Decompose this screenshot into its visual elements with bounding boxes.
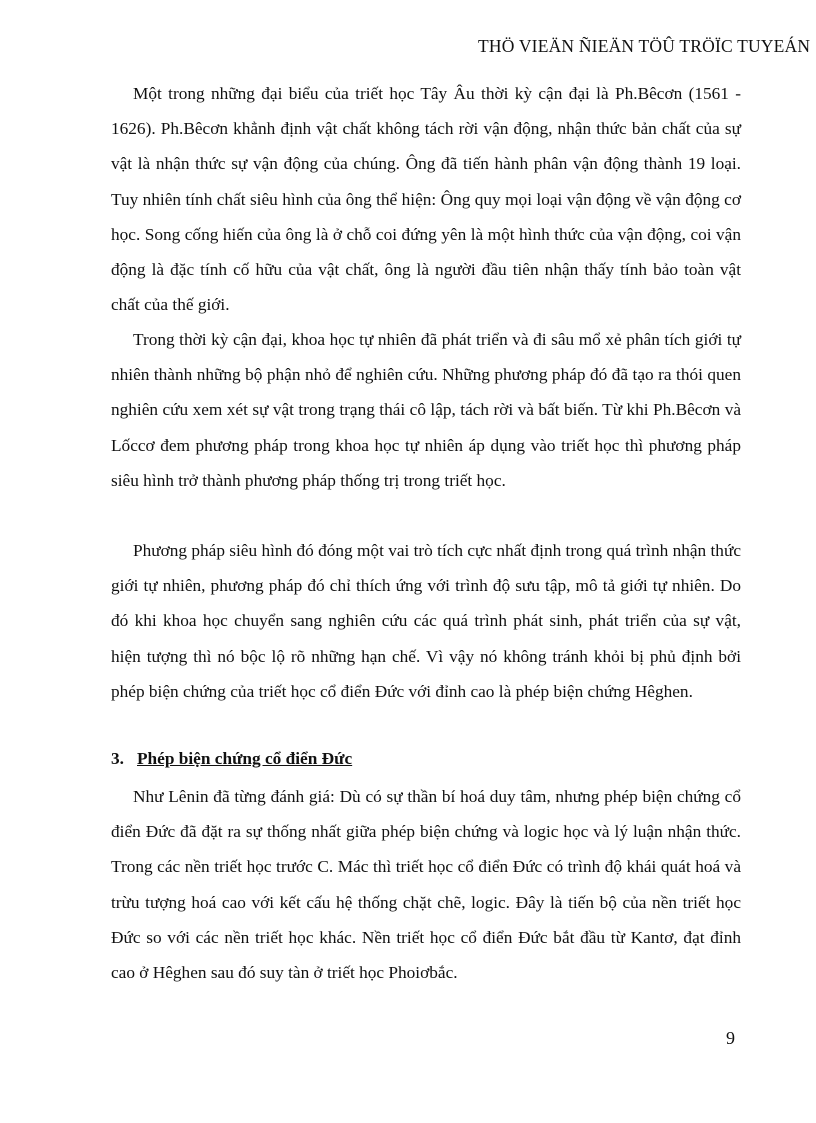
paragraph-natural-science: Trong thời kỳ cận đại, khoa học tự nhiên đã phát triển và đi sâu mổ xẻ phân tích giới tự nhiên thành những bộ phận nhỏ để nghiên cứu. Những phương pháp đó đã tạo ra thói quen nghiên cứu xem xét sự vật trong trạng thái cô lập, tách rời và bất biến. Từ khi Ph.Bêcơn và Lốccơ đem phương pháp trong khoa học tự nhiên áp dụng vào triết học thì phương pháp siêu hình trở thành phương pháp thống trị trong triết học. [111, 330, 741, 490]
paragraph-metaphysical-method: Phương pháp siêu hình đó đóng một vai trò tích cực nhất định trong quá trình nhận thức giới tự nhiên, phương pháp đó chỉ thích ứng với trình độ sưu tập, mô tả giới tự nhiên. Do đó khi khoa học chuyển sang nghiên cứu các quá trình phát sinh, phát triển của sự vật, hiện tượng thì nó bộc lộ rõ những hạn chế. Vì vậy nó không tránh khỏi bị phủ định bởi phép biện chứng của triết học cổ điển Đức với đỉnh cao là phép biện chứng Hêghen. [111, 541, 741, 701]
page-header: THÖ VIEÄN ÑIEÄN TÖÛ TRÖÏC TUYEÁN [478, 36, 811, 56]
paragraph-becon: Một trong những đại biểu của triết học Tây Âu thời kỳ cận đại là Ph.Bêcơn (1561 - 1626). Ph.Bêcơn khẳnh định vật chất không tách rời vận động, nhận thức bản chất của sự vật là nhận thức sự vận động của chúng. Ông đã tiến hành phân vận động thành 19 loại. Tuy nhiên tính chất siêu hình của ông thể hiện: Ông quy mọi loại vận động về vận động cơ học. Song cống hiến của ông là ở chỗ coi đứng yên là một hình thức của vận động, coi vận động là đặc tính cố hữu của vật chất, ông là người đầu tiên nhận thấy tính bảo toàn vật chất của thế giới. [111, 84, 741, 315]
section-number: 3. [111, 749, 124, 768]
page-number: 9 [726, 1028, 735, 1048]
section-title: Phép biện chứng cổ điển Đức [137, 749, 353, 768]
paragraph-german-dialectics: Như Lênin đã từng đánh giá: Dù có sự thần bí hoá duy tâm, nhưng phép biện chứng cổ điển Đức đã đặt ra sự thống nhất giữa phép biện chứng và logic học và lý luận nhận thức. Trong các nền triết học trước C. Mác thì triết học cổ điển Đức có trình độ khái quát hoá và trừu tượng hoá cao với kết cấu hệ thống chặt chẽ, logic. Đây là tiến bộ của nền triết học Đức so với các nền triết học khác. Nền triết học cổ điển Đức bắt đầu từ Kantơ, đạt đỉnh cao ở Hêghen sau đó suy tàn ở triết học Phoiơbắc. [111, 787, 741, 983]
section-heading [111, 744, 352, 774]
